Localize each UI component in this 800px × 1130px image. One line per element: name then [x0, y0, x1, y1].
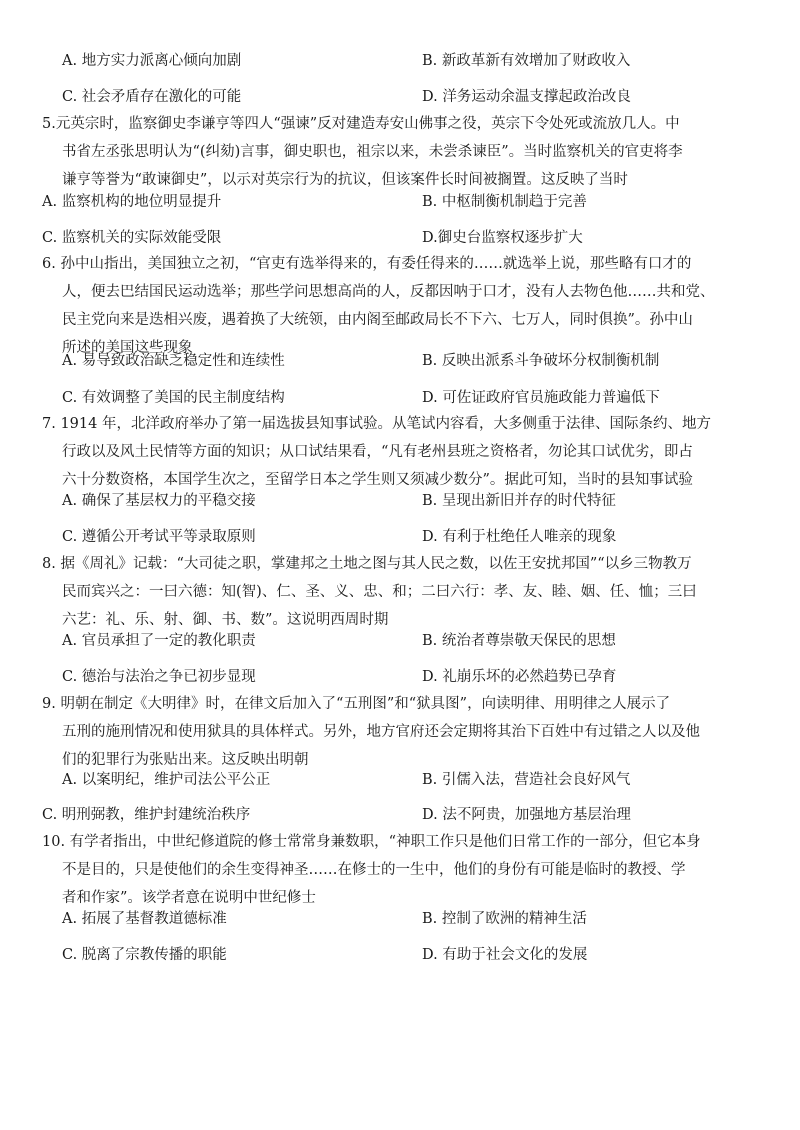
q9-option-a[interactable]: A. 以案明纪，维护司法公平公正	[62, 772, 271, 788]
q8-stem-line: 8. 据《周礼》记载：“大司徒之职，掌建邦之土地之图与其人民之数，以佐王安扰邦国”“以乡三物教万	[42, 556, 692, 572]
q9-option-d[interactable]: D. 法不阿贵，加强地方基层治理	[422, 807, 631, 823]
q8-option-a[interactable]: A. 官员承担了一定的教化职责	[62, 633, 256, 649]
q8-option-b[interactable]: B. 统治者尊崇敬天保民的思想	[422, 633, 616, 649]
q8-stem-line: 六艺：礼、乐、射、御、书、数”。这说明西周时期	[62, 612, 389, 628]
q7-stem-line: 7. 1914 年，北洋政府举办了第一届选拔县知事试验。从笔试内容看，大多侧重于法律、国际条约、地方	[42, 416, 711, 432]
q8-option-c[interactable]: C. 德治与法治之争已初步显现	[62, 669, 256, 685]
q5-stem-line: 书省左丞张思明认为“(纠劾)言事，御史职也，祖宗以来，未尝杀谏臣”。当时监察机关的官吏将李	[62, 144, 683, 160]
q5-option-a[interactable]: A. 监察机构的地位明显提升	[42, 194, 222, 210]
q8-options-row-1	[0, 627, 800, 655]
q6-stem-line: 6. 孙中山指出，美国独立之初，“官吏有选举得来的，有委任得来的……就选举上说，那些略有口才的	[42, 256, 692, 272]
q6-stem-line: 民主党向来是迭相兴废，遇着换了大统领，由内阁至邮政局长不下六、七万人，同时俱换”。孙中山	[62, 312, 693, 328]
q7-option-b[interactable]: B. 呈现出新旧并存的时代特征	[422, 493, 616, 509]
q10-option-b[interactable]: B. 控制了欧洲的精神生活	[422, 911, 587, 927]
q9-options-row-2	[0, 801, 800, 829]
q5-option-d[interactable]: D.御史台监察权逐步扩大	[422, 230, 583, 246]
q5-option-c[interactable]: C. 监察机关的实际效能受限	[42, 230, 222, 246]
q9-stem-line: 9. 明朝在制定《大明律》时，在律文后加入了“五刑图”和“狱具图”，向读明律、用明律之人展示了	[42, 696, 671, 712]
q6-option-a[interactable]: A. 易导致政治缺乏稳定性和连续性	[62, 353, 285, 369]
q10-stem-line: 10. 有学者指出，中世纪修道院的修士常常身兼数职，“神职工作只是他们日常工作的一部分，但它本身	[42, 834, 701, 850]
q6-option-d[interactable]: D. 可佐证政府官员施政能力普遍低下	[422, 390, 660, 406]
q9-option-b[interactable]: B. 引儒入法，营造社会良好风气	[422, 772, 631, 788]
q8-options-row-2	[0, 663, 800, 691]
q4-option-c[interactable]: C. 社会矛盾存在激化的可能	[62, 89, 242, 105]
q10-stem-line: 不是目的，只是使他们的余生变得神圣……在修士的一生中，他们的身份有可能是临时的教授、学	[62, 862, 686, 878]
q4-option-a[interactable]: A. 地方实力派离心倾向加剧	[62, 53, 242, 69]
q5-options-row-1	[0, 188, 800, 216]
q4-options-row-1	[0, 47, 800, 75]
q10-stem-line: 者和作家”。该学者意在说明中世纪修士	[62, 890, 316, 906]
q7-option-d[interactable]: D. 有利于杜绝任人唯亲的现象	[422, 529, 617, 545]
q10-options-row-1	[0, 905, 800, 933]
q9-option-c[interactable]: C. 明刑弼教，维护封建统治秩序	[42, 807, 251, 823]
q10-options-row-2	[0, 941, 800, 969]
q10-stem	[42, 828, 758, 912]
q6-stem-line: 人，便去巴结国民运动选举；那些学问思想高尚的人，反都因呐于口才，没有人去物色他……共和党、	[62, 284, 715, 300]
q6-options-row-2	[0, 384, 800, 412]
q5-options-row-2	[0, 224, 800, 252]
q6-stem-line: 所述的美国这些现象	[62, 340, 193, 356]
q6-option-b[interactable]: B. 反映出派系斗争破坏分权制衡机制	[422, 353, 660, 369]
q9-stem-line: 五刑的施刑情况和使用狱具的具体样式。另外，地方官府还会定期将其治下百姓中有过错之人以及他	[62, 724, 700, 740]
q6-stem	[42, 250, 758, 362]
q7-options-row-1	[0, 487, 800, 515]
q4-option-d[interactable]: D. 洋务运动余温支撑起政治改良	[422, 89, 631, 105]
q5-stem	[42, 110, 758, 194]
q6-option-c[interactable]: C. 有效调整了美国的民主制度结构	[62, 390, 285, 406]
q7-stem-line: 六十分数资格，本国学生次之，至留学日本之学生则又须减少数分”。据此可知，当时的县知事试验	[62, 472, 693, 488]
q7-stem-line: 行政以及风土民情等方面的知识；从口试结果看，“凡有老州县班之资格者，勿论其口试优劣，即占	[62, 444, 693, 460]
q10-option-c[interactable]: C. 脱离了宗教传播的职能	[62, 947, 227, 963]
q9-stem	[42, 690, 758, 774]
q7-options-row-2	[0, 523, 800, 551]
q4-option-b[interactable]: B. 新政革新有效增加了财政收入	[422, 53, 631, 69]
q7-option-c[interactable]: C. 遵循公开考试平等录取原则	[62, 529, 256, 545]
q8-option-d[interactable]: D. 礼崩乐坏的必然趋势已孕育	[422, 669, 617, 685]
q5-stem-line: 5.元英宗时，监察御史李谦亨等四人“强谏”反对建造寿安山佛事之役，英宗下令处死或流放几人。中	[42, 116, 680, 132]
q9-stem-line: 们的犯罪行为张贴出来。这反映出明朝	[62, 752, 309, 768]
q4-options-row-2	[0, 83, 800, 111]
q7-stem	[42, 410, 758, 494]
q6-options-row-1	[0, 347, 800, 375]
q5-option-b[interactable]: B. 中枢制衡机制趋于完善	[422, 194, 587, 210]
q7-option-a[interactable]: A. 确保了基层权力的平稳交接	[62, 493, 256, 509]
q5-stem-line: 谦亨等誉为“敢谏御史”，以示对英宗行为的抗议，但该案件长时间被搁置。这反映了当时	[62, 172, 628, 188]
q9-options-row-1	[0, 766, 800, 794]
q10-option-d[interactable]: D. 有助于社会文化的发展	[422, 947, 588, 963]
q8-stem	[42, 550, 758, 634]
q10-option-a[interactable]: A. 拓展了基督教道德标准	[62, 911, 227, 927]
q8-stem-line: 民而宾兴之：一曰六德：知(智)、仁、圣、义、忠、和；二曰六行：孝、友、睦、姻、任、恤；三曰	[62, 584, 697, 600]
